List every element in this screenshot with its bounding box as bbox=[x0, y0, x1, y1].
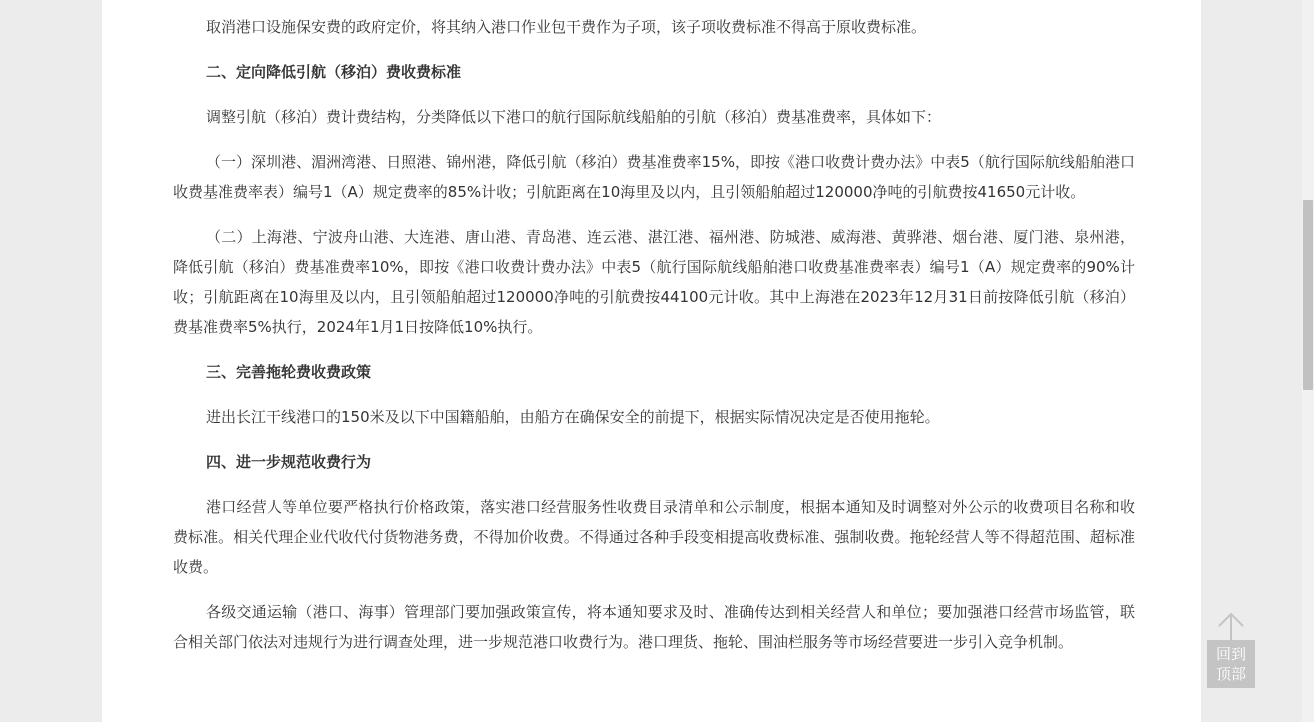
section-heading: 四、进一步规范收费行为 bbox=[206, 453, 372, 471]
scrollbar-thumb[interactable] bbox=[1303, 200, 1313, 390]
back-to-top-label bbox=[1207, 640, 1255, 688]
section-heading: 二、定向降低引航（移泊）费收费标准 bbox=[206, 63, 462, 81]
section-heading: 三、完善拖轮费收费政策 bbox=[206, 363, 372, 381]
paragraph: 取消港口设施保安费的政府定价，将其纳入港口作业包干费作为子项，该子项收费标准不得高于原收费标准。 bbox=[206, 18, 927, 36]
paragraph: 各级交通运输（港口、海事）管理部门要加强政策宣传，将本通知要求及时、准确传达到相关经营人和单位；要加强港口经营市场监管，联合相关部门依法对违规行为进行调查处理，进一步规范港口收费行为。港口理货、拖轮、围油栏服务等市场经营要进一步引入竞争机制。 bbox=[173, 603, 1135, 651]
back-to-top-button[interactable] bbox=[1207, 612, 1255, 688]
vertical-scrollbar[interactable] bbox=[1302, 0, 1314, 722]
paragraph: （二）上海港、宁波舟山港、大连港、唐山港、青岛港、连云港、湛江港、福州港、防城港、威海港、黄骅港、烟台港、厦门港、泉州港，降低引航（移泊）费基准费率10%，即按《港口收费计费办法》中表5（航行国际航线船舶港口收费基准费率表）编号1（A）规定费率的90%计收；引航距离在10海里及以内，且引领船舶超过120000净吨的引航费按44100元计收。其中上海港在2023年12月31日前按降低引航（移泊）费基准费率5%执行，2024年1月1日按降低10%执行。 bbox=[173, 228, 1135, 336]
paragraph: （一）深圳港、湄洲湾港、日照港、锦州港，降低引航（移泊）费基准费率15%，即按《港口收费计费办法》中表5（航行国际航线船舶港口收费基准费率表）编号1（A）规定费率的85%计收；引航距离在10海里及以内，且引领船舶超过120000净吨的引航费按41650元计收。 bbox=[173, 153, 1135, 201]
article-page bbox=[102, 0, 1201, 722]
article-body bbox=[173, 12, 1135, 672]
paragraph: 进出长江干线港口的150米及以下中国籍船舶，由船方在确保安全的前提下，根据实际情况决定是否使用拖轮。 bbox=[206, 408, 940, 426]
paragraph: 调整引航（移泊）费计费结构，分类降低以下港口的航行国际航线船舶的引航（移泊）费基准费率，具体如下： bbox=[206, 108, 942, 126]
paragraph: 港口经营人等单位要严格执行价格政策，落实港口经营服务性收费目录清单和公示制度，根据本通知及时调整对外公示的收费项目名称和收费标准。相关代理企业代收代付货物港务费，不得加价收费。不得通过各种手段变相提高收费标准、强制收费。拖轮经营人等不得超范围、超标准收费。 bbox=[173, 498, 1135, 576]
back-to-top-line1: 回到 bbox=[1215, 645, 1246, 663]
back-to-top-line2: 顶部 bbox=[1215, 665, 1246, 683]
arrow-up-icon bbox=[1207, 612, 1255, 640]
